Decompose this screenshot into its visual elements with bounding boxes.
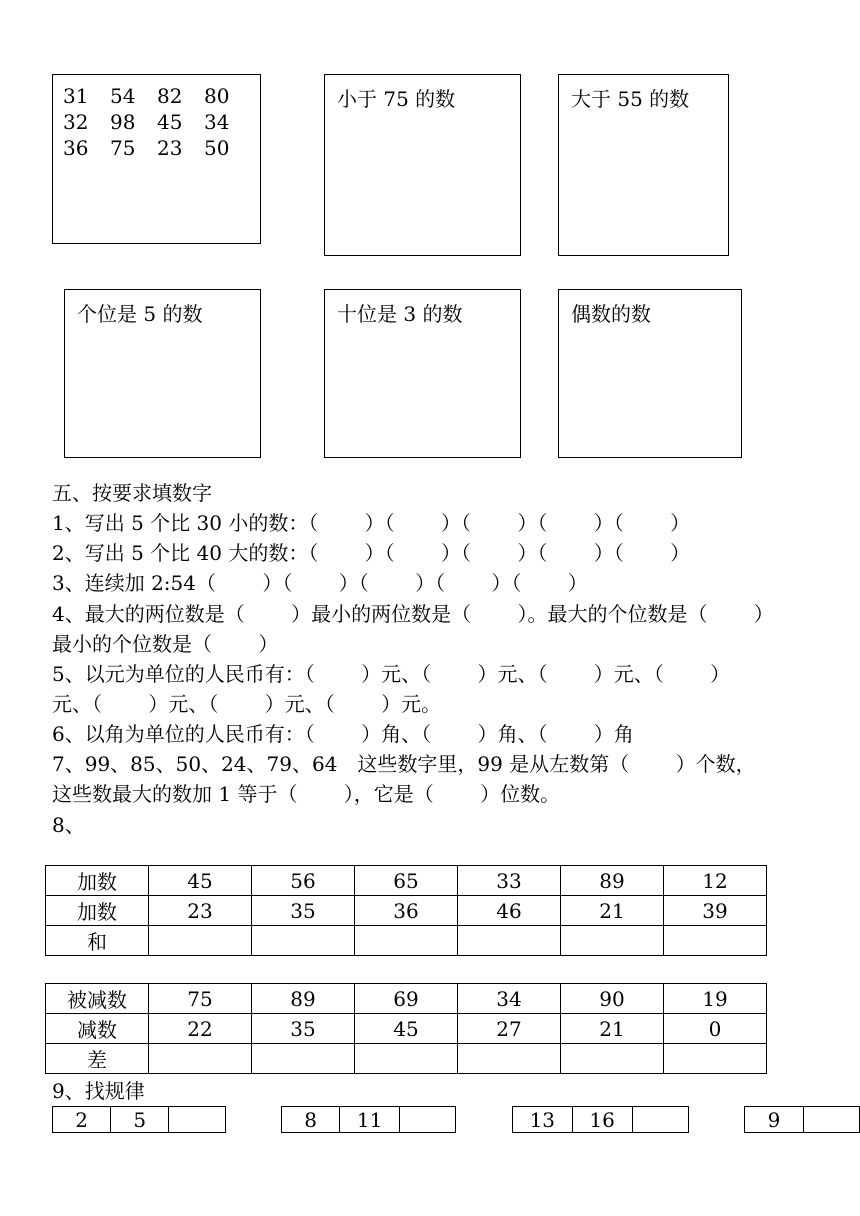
answer-cell[interactable]	[458, 926, 561, 956]
question-4-line2: 最小的个位数是（ ）	[52, 632, 279, 656]
table-cell: 35	[252, 896, 355, 926]
pattern-answer-cell[interactable]	[169, 1107, 225, 1133]
answer-cell[interactable]	[149, 1044, 252, 1074]
source-numbers-box	[52, 74, 261, 244]
pattern-gap	[688, 1107, 744, 1133]
table-cell: 21	[561, 896, 664, 926]
table-row	[46, 866, 767, 896]
table-cell: 75	[149, 984, 252, 1014]
table-cell: 89	[252, 984, 355, 1014]
less-than-75-box	[324, 74, 521, 256]
source-numbers-grid	[63, 83, 251, 161]
table-row	[46, 984, 767, 1014]
pattern-cell: 5	[111, 1107, 169, 1133]
number: 80	[204, 84, 230, 108]
row-label: 差	[46, 1044, 149, 1074]
question-6: 6、以角为单位的人民币有：（ ）角、（ ）角、（ ）角	[52, 722, 634, 746]
box-title: 个位是 5 的数	[77, 302, 203, 326]
answer-cell[interactable]	[355, 926, 458, 956]
number-row	[63, 135, 251, 161]
question-7-line1: 7、99、85、50、24、79、64 这些数字里，99 是从左数第（ ）个数，	[52, 752, 756, 776]
row-label: 和	[46, 926, 149, 956]
tens-digit-3-box	[324, 289, 521, 458]
number-row	[63, 109, 251, 135]
answer-cell[interactable]	[149, 926, 252, 956]
question-8: 8、	[52, 813, 85, 837]
answer-cell[interactable]	[561, 1044, 664, 1074]
table-cell: 22	[149, 1014, 252, 1044]
table-cell: 90	[561, 984, 664, 1014]
number: 36	[63, 136, 89, 160]
table-cell: 19	[664, 984, 767, 1014]
pattern-answer-cell[interactable]	[803, 1107, 859, 1133]
number: 31	[63, 84, 89, 108]
table-cell: 34	[458, 984, 561, 1014]
number: 34	[204, 110, 230, 134]
even-numbers-box	[558, 289, 742, 458]
table-cell: 45	[355, 1014, 458, 1044]
answer-cell[interactable]	[355, 1044, 458, 1074]
pattern-cell: 11	[340, 1107, 400, 1133]
question-9: 9、找规律	[52, 1079, 145, 1103]
row-label: 加数	[46, 896, 149, 926]
table-row	[46, 926, 767, 956]
question-5-line2: 元、（ ）元、（ ）元、（ ）元。	[52, 692, 442, 716]
row-label: 减数	[46, 1014, 149, 1044]
section-heading: 五、按要求填数字	[52, 481, 212, 505]
question-5-line1: 5、以元为单位的人民币有：（ ）元、（ ）元、（ ）元、（ ）	[52, 662, 731, 686]
answer-cell[interactable]	[458, 1044, 561, 1074]
answer-cell[interactable]	[252, 1044, 355, 1074]
subtraction-table	[45, 983, 767, 1074]
question-1: 1、写出 5 个比 30 小的数：（ ）（ ）（ ）（ ）（ ）	[52, 511, 691, 535]
table-cell: 89	[561, 866, 664, 896]
table-cell: 69	[355, 984, 458, 1014]
number: 23	[157, 136, 183, 160]
row-label: 加数	[46, 866, 149, 896]
pattern-cell: 13	[512, 1107, 572, 1133]
table-cell: 33	[458, 866, 561, 896]
question-4-line1: 4、最大的两位数是（ ）最小的两位数是（ ）。最大的个位数是（ ）	[52, 602, 774, 626]
number-row	[63, 83, 251, 109]
table-cell: 39	[664, 896, 767, 926]
number: 32	[63, 110, 89, 134]
number: 50	[204, 136, 230, 160]
table-cell: 12	[664, 866, 767, 896]
number: 75	[110, 136, 136, 160]
answer-cell[interactable]	[664, 926, 767, 956]
answer-cell[interactable]	[561, 926, 664, 956]
pattern-cell: 9	[745, 1107, 803, 1133]
table-cell: 21	[561, 1014, 664, 1044]
table-cell: 45	[149, 866, 252, 896]
table-cell: 23	[149, 896, 252, 926]
question-3: 3、连续加 2:54（ ）（ ）（ ）（ ）（ ）	[52, 571, 588, 595]
answer-cell[interactable]	[252, 926, 355, 956]
table-cell: 27	[458, 1014, 561, 1044]
pattern-gap	[456, 1107, 512, 1133]
table-row	[46, 1044, 767, 1074]
ones-digit-5-box	[64, 289, 261, 458]
pattern-row	[53, 1107, 860, 1133]
greater-than-55-box	[558, 74, 729, 256]
table-cell: 65	[355, 866, 458, 896]
row-label: 被减数	[46, 984, 149, 1014]
pattern-cell: 8	[282, 1107, 340, 1133]
box-title: 小于 75 的数	[337, 87, 456, 111]
pattern-cell: 2	[53, 1107, 111, 1133]
table-cell: 56	[252, 866, 355, 896]
number: 45	[157, 110, 183, 134]
pattern-sequence	[52, 1106, 860, 1133]
pattern-cell: 16	[572, 1107, 632, 1133]
table-cell: 36	[355, 896, 458, 926]
table-cell: 0	[664, 1014, 767, 1044]
addition-table	[45, 865, 767, 956]
pattern-answer-cell[interactable]	[400, 1107, 456, 1133]
table-row	[46, 896, 767, 926]
box-title: 十位是 3 的数	[337, 302, 463, 326]
table-cell: 35	[252, 1014, 355, 1044]
pattern-answer-cell[interactable]	[632, 1107, 688, 1133]
answer-cell[interactable]	[664, 1044, 767, 1074]
number: 82	[157, 84, 183, 108]
table-row	[46, 1014, 767, 1044]
box-title: 偶数的数	[571, 302, 651, 326]
number: 54	[110, 84, 136, 108]
question-7-line2: 这些数最大的数加 1 等于（ ），它是（ ）位数。	[52, 782, 561, 806]
question-2: 2、写出 5 个比 40 大的数：（ ）（ ）（ ）（ ）（ ）	[52, 541, 691, 565]
pattern-gap	[225, 1107, 281, 1133]
number: 98	[110, 110, 136, 134]
table-cell: 46	[458, 896, 561, 926]
box-title: 大于 55 的数	[571, 87, 690, 111]
